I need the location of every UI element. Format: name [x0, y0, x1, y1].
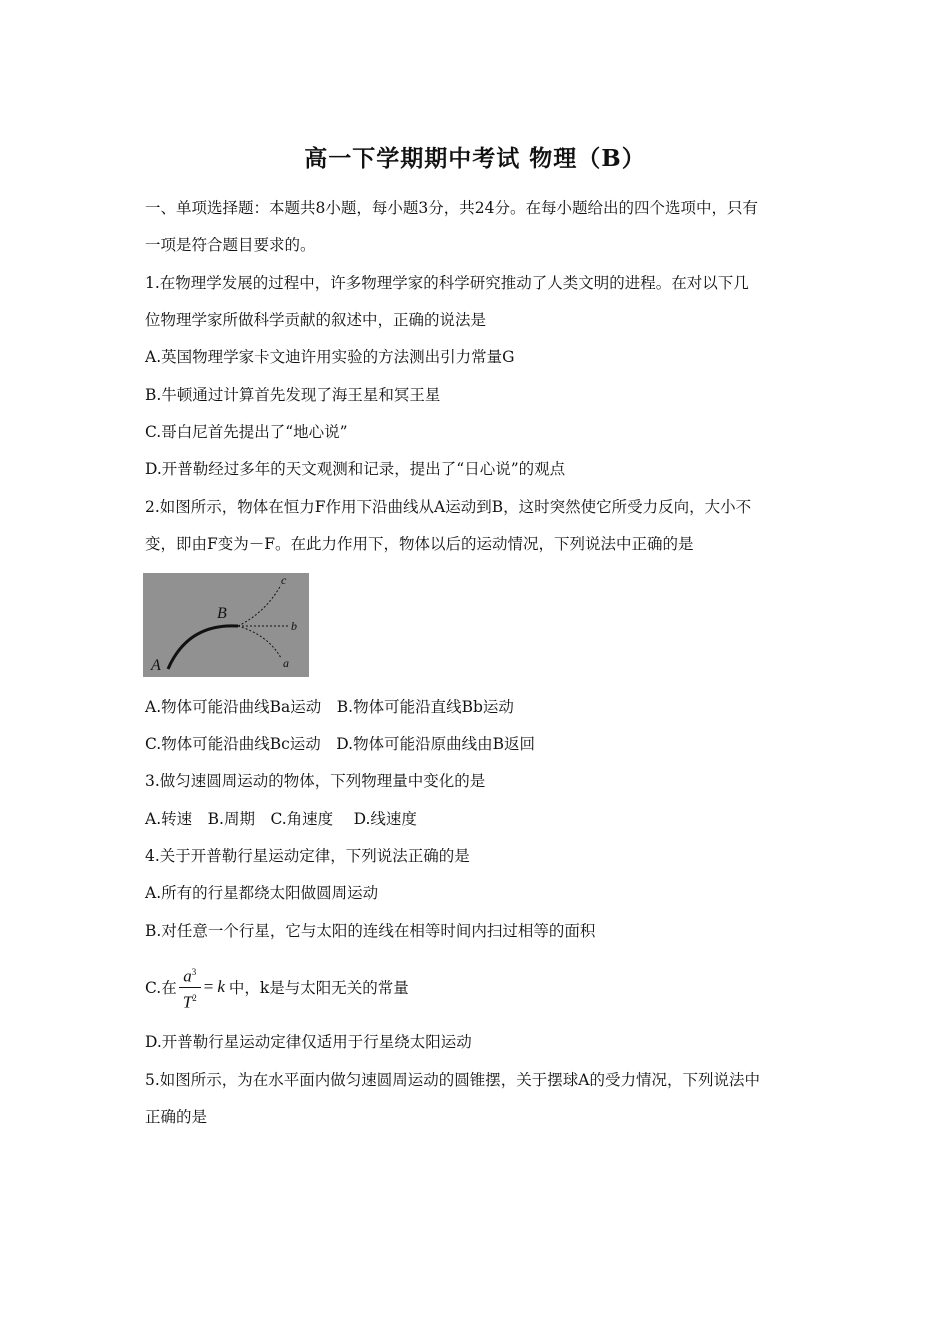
label-B: B — [217, 605, 227, 622]
q4-option-b: B.对任意一个行星，它与太阳的连线在相等时间内扫过相等的面积 — [145, 922, 596, 940]
formula-numerator: $a^3$ — [183, 966, 197, 986]
q1-option-c: C.哥白尼首先提出了“地心说” — [145, 423, 348, 441]
label-A: A — [151, 657, 161, 674]
q4-option-c-suffix: 中，k是与太阳无关的常量 — [228, 979, 409, 997]
q4-option-a: A.所有的行星都绕太阳做圆周运动 — [145, 884, 379, 902]
trajectory-figure — [143, 573, 309, 677]
formula-denominator: $T^2$ — [182, 992, 197, 1012]
kepler-formula-fraction — [179, 962, 201, 1012]
q3-options: A.转速 B.周期 C.角速度 D.线速度 — [145, 810, 417, 828]
q2-stem-line-2: 变，即由F变为－F。在此力作用下，物体以后的运动情况，下列说法中正确的是 — [145, 535, 694, 553]
formula-equals: = — [203, 977, 214, 996]
page-title: 高一下学期期中考试 物理（B） — [304, 145, 646, 172]
label-c: c — [281, 573, 287, 587]
q3-stem: 3.做匀速圆周运动的物体，下列物理量中变化的是 — [145, 772, 486, 790]
section-instructions-line-2: 一项是符合题目要求的。 — [145, 236, 316, 254]
q4-stem: 4.关于开普勒行星运动定律，下列说法正确的是 — [145, 847, 470, 865]
q2-options-line-1: A.物体可能沿曲线Ba运动 B.物体可能沿直线Bb运动 — [145, 698, 514, 716]
q2-options-line-2: C.物体可能沿曲线Bc运动 D.物体可能沿原曲线由B返回 — [145, 735, 535, 753]
q2-stem-line-1: 2.如图所示，物体在恒力F作用下沿曲线从A运动到B，这时突然使它所受力反向，大小不 — [145, 498, 752, 516]
q5-stem-line-2: 正确的是 — [145, 1108, 208, 1126]
q1-stem-line-1: 1.在物理学发展的过程中，许多物理学家的科学研究推动了人类文明的进程。在对以下几 — [145, 274, 749, 292]
formula-k: k — [217, 977, 225, 996]
q4-option-c — [145, 962, 409, 1012]
q1-option-a: A.英国物理学家卡文迪许用实验的方法测出引力常量G — [145, 348, 515, 366]
q4-option-d: D.开普勒行星运动定律仅适用于行星绕太阳运动 — [145, 1033, 472, 1051]
q1-stem-line-2: 位物理学家所做科学贡献的叙述中，正确的说法是 — [145, 311, 487, 329]
label-b: b — [291, 619, 297, 633]
label-a: a — [283, 656, 289, 670]
section-instructions-line-1: 一、单项选择题：本题共8小题，每小题3分，共24分。在每小题给出的四个选项中，只有 — [145, 199, 758, 217]
q1-option-d: D.开普勒经过多年的天文观测和记录，提出了“日心说”的观点 — [145, 460, 566, 478]
q1-option-b: B.牛顿通过计算首先发现了海王星和冥王星 — [145, 386, 441, 404]
trajectory-diagram — [143, 573, 309, 677]
q5-stem-line-1: 5.如图所示，为在水平面内做匀速圆周运动的圆锥摆，关于摆球A的受力情况，下列说法中 — [145, 1071, 760, 1089]
q4-option-c-prefix: C.在 — [145, 979, 177, 997]
